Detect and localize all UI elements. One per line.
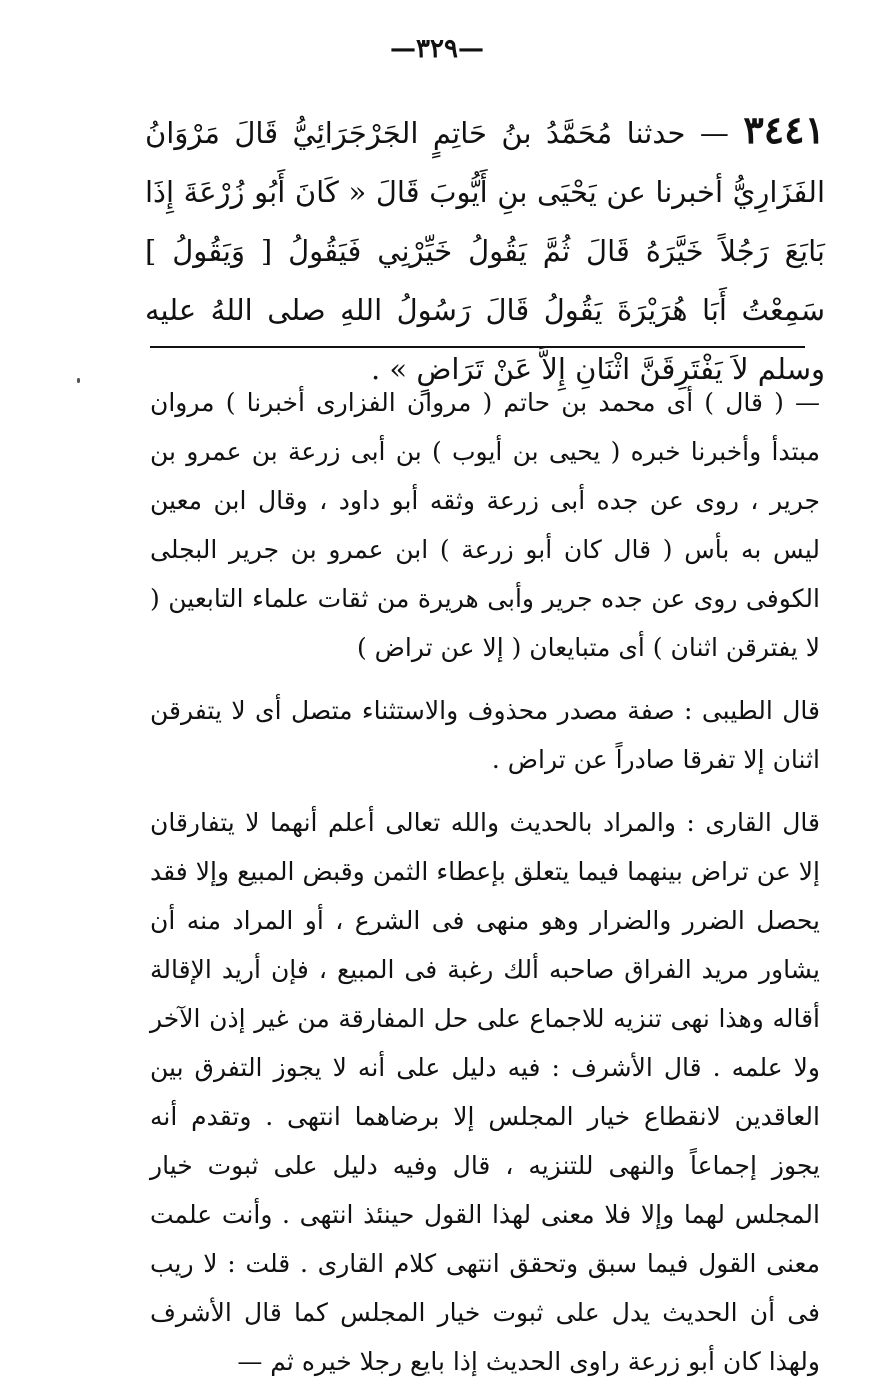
commentary-block (150, 378, 820, 1386)
footnote-divider (150, 346, 805, 348)
hadith-number: ٣٤٤١ (743, 107, 825, 152)
commentary-paragraph-2: قال الطيبى : صفة مصدر محذوف والاستثناء متصل أى لا يتفرقن اثنان إلا تفرقا صادراً عن تراض . (150, 696, 820, 774)
commentary-paragraph-3: قال القارى : والمراد بالحديث والله تعالى أعلم أنهما لا يتفارقان إلا عن تراض بينهما فيما يتعلق بإعطاء الثمن وقبض المبيع وإلا فقد يحصل الضرر والضرار وهو منهى فى الشرع ، أو المراد منه أن يشاور مريد الفراق صاحبه ألك رغبة فى المبيع ، فإن أريد الإقالة أقاله وهذا نهى تنزيه للاجماع على حل المفارقة من غير إذن الآخر ولا علمه . قال الأشرف : فيه دليل على أنه لا يجوز التفرق بين العاقدين لانقطاع خيار المجلس إلا برضاهما انتهى . وتقدم أنه يجوز إجماعاً والنهى للتنزيه ، قال وفيه دليل على ثبوت خيار المجلس لهما وإلا فلا معنى لهذا القول حينئذ انتهى . وأنت علمت معنى القول فيما سبق وتحقق انتهى كلام القارى . قلت : لا ريب فى أن الحديث يدل على ثبوت خيار المجلس كما قال الأشرف ولهذا كان أبو زرعة راوى الحديث إذا بايع رجلا خيره ثم — (150, 808, 820, 1376)
hadith-text-block (145, 100, 825, 399)
page-number: —٣٢٩— (390, 34, 484, 64)
margin-mark (77, 378, 80, 383)
commentary-paragraph-1: — ( قال ) أى محمد بن حاتم ( مروان الفزارى أخبرنا ) مروان مبتدأ وأخبرنا خبره ( يحيى بن أيوب ) بن أبى زرعة بن عمرو بن جرير ، روى عن جده أبى زرعة وثقه أبو داود ، وقال ابن معين ليس به بأس ( قال كان أبو زرعة ) ابن عمرو بن جرير البجلى الكوفى روى عن جده جرير وأبى هريرة من ثقات علماء التابعين ( لا يفترقن اثنان ) أى متبايعان ( إلا عن تراض ) (150, 388, 820, 662)
hadith-text: — حدثنا مُحَمَّدُ بنُ حَاتِمٍ الجَرْجَرَائِيُّ قَالَ مَرْوَانُ الفَزَارِيُّ أخبرنا عن يَحْيَى بنِ أَيُّوبَ قَالَ « كَانَ أَبُو زُرْعَةَ إِذَا بَايَعَ رَجُلاً خَيَّرَهُ قَالَ ثُمَّ يَقُولُ خَيِّرْنِي فَيَقُولُ [ وَيَقُولُ ] سَمِعْتُ أَبَا هُرَيْرَةَ يَقُولُ قَالَ رَسُولُ اللهِ صلى اللهُ عليه وسلم لاَ يَفْتَرِقَنَّ اثْنَانِ إِلاَّ عَنْ تَرَاضٍ » . (145, 116, 825, 386)
